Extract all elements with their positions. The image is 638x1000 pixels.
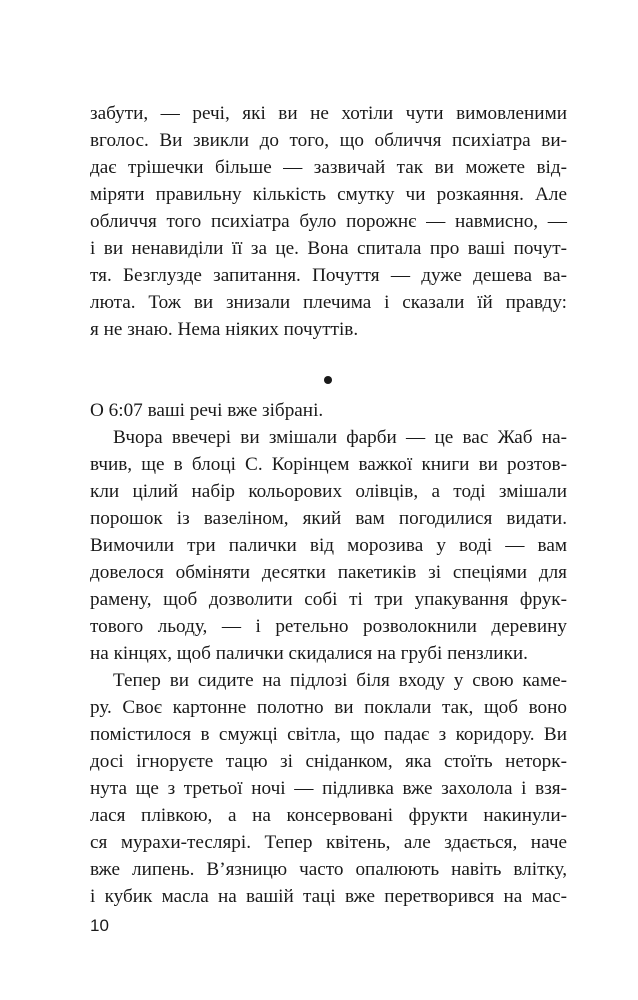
text-line: я не знаю. Нема ніяких почуттів. <box>90 319 359 340</box>
text-line: тового льоду, — і ретельно розволокнили деревину <box>90 616 567 637</box>
text-line: нута ще з третьої ночі — підливка вже захолола і взя- <box>90 778 567 799</box>
text-line: ру. Своє картонне полотно ви поклали так, щоб воно <box>90 697 567 718</box>
text-line: помістилося в смужці світла, що падає з коридору. Ви <box>90 724 567 745</box>
text-line: забути, — речі, які ви не хотіли чути вимовленими <box>90 103 567 124</box>
text-line: вголос. Ви звикли до того, що обличчя психіатра ви- <box>90 130 567 151</box>
text-line: кли цілий набір кольорових олівців, а тоді змішали <box>90 481 567 502</box>
text-line: Вимочили три палички від морозива у воді — вам <box>90 535 567 556</box>
text-line: і кубик масла на вашій таці вже перетворився на мас- <box>90 886 567 907</box>
text-line: досі ігноруєте тацю зі сніданком, яка стоїть неторк- <box>90 751 567 772</box>
page-number: 10 <box>90 916 109 935</box>
text-line: міряти правильну кількість смутку чи розкаяння. Але <box>90 184 567 205</box>
text-line: О 6:07 ваші речі вже зібрані. <box>90 400 324 421</box>
text-line: люта. Тож ви знизали плечима і сказали їй правду: <box>90 292 567 313</box>
text-line: Вчора ввечері ви змішали фарби — це вас Жаб на- <box>113 427 567 448</box>
text-line: порошок із вазеліном, який вам погодилися видати. <box>90 508 567 529</box>
text-line: дає трішечки більше — зазвичай так ви можете від- <box>90 157 567 178</box>
text-line: обличчя того психіатра було порожнє — навмисно, — <box>90 211 567 232</box>
text-line: лася плівкою, а на консервовані фрукти накинули- <box>90 805 567 826</box>
text-line: і ви ненавиділи її за це. Вона спитала про ваші почут- <box>90 238 567 259</box>
text-line: рамену, щоб дозволити собі ті три упакування фрук- <box>90 589 567 610</box>
text-line: довелося обміняти десятки пакетиків зі спеціями для <box>90 562 567 583</box>
text-line: на кінцях, щоб палички скидалися на грубі пензлики. <box>90 643 528 664</box>
text-line: тя. Безглузде запитання. Почуття — дуже дешева ва- <box>90 265 567 286</box>
section-separator-dot <box>324 376 332 384</box>
text-line: ся мурахи-теслярі. Тепер квітень, але здається, наче <box>90 832 567 853</box>
text-line: вчив, ще в блоці С. Корінцем важкої книги ви розтов- <box>90 454 567 475</box>
text-line: вже липень. В’язницю часто опалюють навіть влітку, <box>90 859 567 880</box>
text-line: Тепер ви сидите на підлозі біля входу у свою каме- <box>113 670 567 691</box>
